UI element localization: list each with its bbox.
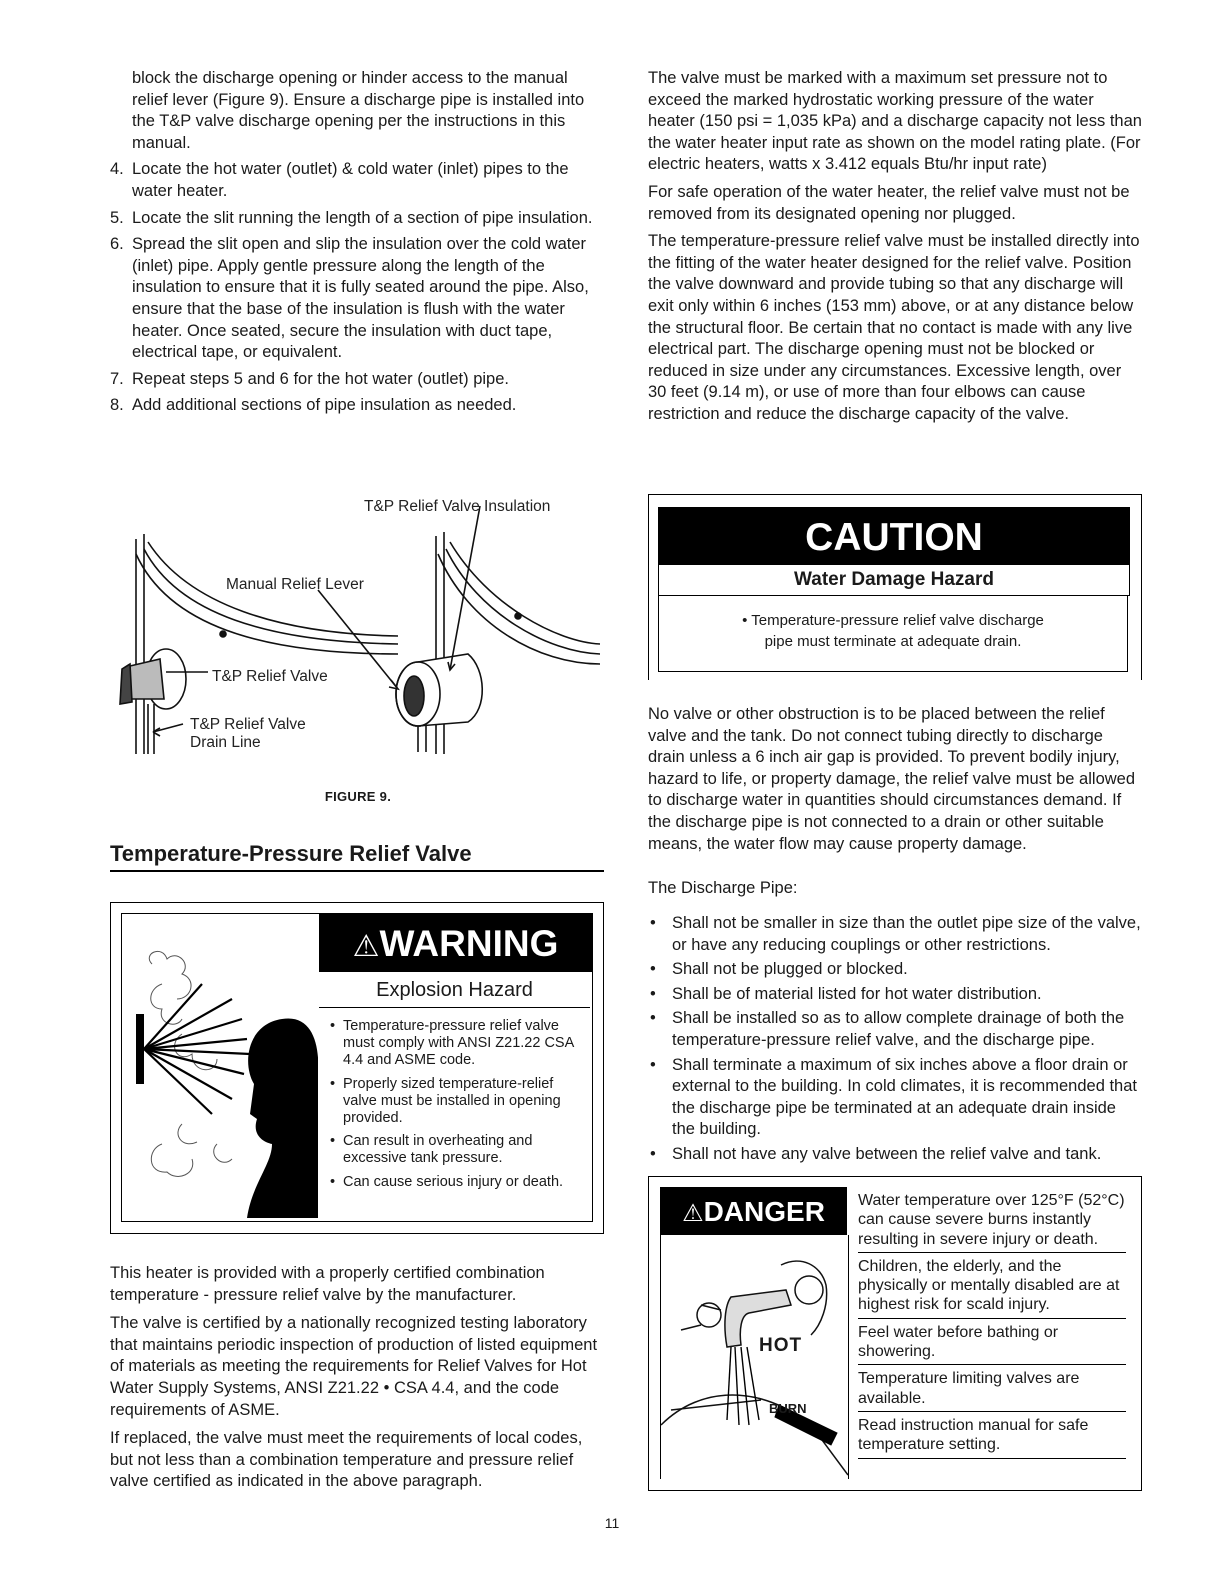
discharge-heading: The Discharge Pipe: [648, 879, 798, 897]
warning-bullet-text: Can cause serious injury or death. [343, 1173, 564, 1190]
step-number: 4. [110, 160, 124, 179]
list-item [110, 395, 604, 417]
list-item: • Temperature-pressure relief valve must comply with ANSI Z21.22 CSA 4.4 and ASME code. [330, 1018, 588, 1070]
danger-item: Read instruction manual for safe temperature setting. [858, 1416, 1126, 1459]
label-insulation: T&P Relief Valve Insulation [364, 498, 551, 515]
label-tp-relief-valve: T&P Relief Valve [212, 668, 328, 685]
caution-subtitle: Water Damage Hazard [658, 565, 1130, 596]
tp-valve-diagram-icon [108, 494, 604, 784]
danger-item: Temperature limiting valves are available. [858, 1369, 1126, 1412]
left-paragraphs [110, 1263, 604, 1493]
caution-line-2: pipe must terminate at adequate drain. [764, 633, 1022, 650]
step-number: 5. [110, 208, 124, 227]
bullet-text: Shall not be plugged or blocked. [672, 960, 908, 979]
after-caution-paragraph: No valve or other obstruction is to be placed between the relief valve and the tank. Do not connect tubing directly to discharge drain unless a 6 inch air gap is provided. To prevent bodily injury, hazard to life, or property damage, the relief valve must be allowed to discharge water in quantities should circumstances demand. If the discharge pipe is not connected to a drain or other suitable means, the water flow may cause property damage. [648, 705, 1136, 853]
step-text: Repeat steps 5 and 6 for the hot water (outlet) pipe. [132, 369, 509, 388]
warning-bullets [330, 1018, 588, 1197]
danger-banner [660, 1187, 847, 1235]
left-instructions [110, 68, 604, 417]
danger-box [648, 1176, 1142, 1491]
warning-banner-text: WARNING [379, 923, 559, 964]
bullet-text: Shall be installed so as to allow complete drainage of both the temperature-pressure relief valve, and the discharge pipe. [672, 1009, 1125, 1049]
list-item [110, 369, 604, 391]
figure-9-illustration [108, 494, 604, 819]
label-drain-line-2: Drain Line [190, 734, 261, 751]
bullet-text: Shall be of material listed for hot water distribution. [672, 984, 1042, 1003]
right-paragraphs [648, 68, 1142, 432]
step-text: Locate the hot water (outlet) & cold water (inlet) pipes to the water heater. [132, 160, 569, 200]
warning-inner [121, 913, 593, 1222]
hot-faucet-icon [661, 1235, 848, 1479]
danger-banner-text: DANGER [703, 1196, 825, 1227]
caution-box [648, 494, 1142, 680]
list-item [110, 208, 604, 230]
warning-bullet-text: Properly sized temperature-relief valve must be installed in opening provided. [343, 1075, 561, 1127]
step-text: Locate the slit running the length of a section of pipe insulation. [132, 208, 593, 227]
step-text: Add additional sections of pipe insulation as needed. [132, 396, 517, 415]
list-item: • Shall terminate a maximum of six inches above a floor drain or external to the building. In cold climates, it is recommended that the discharge pipe be terminated at an adequate drain inside the building. [648, 1055, 1142, 1141]
paragraph: The valve must be marked with a maximum set pressure not to exceed the marked hydrostatic working pressure of the water heater (150 psi = 1,035 kPa) and a discharge capacity not less than the water heater input rate as shown on the model rating plate. (For electric heaters, watts x 3.412 equals Btu/hr input rate) [648, 69, 1142, 174]
page-number: 11 [604, 1515, 620, 1531]
paragraph: If replaced, the valve must meet the requirements of local codes, but not less than a combination temperature and pressure relief valve certified as indicated in the above paragraph. [110, 1429, 583, 1491]
list-item: • Shall be of material listed for hot water distribution. [648, 984, 1142, 1006]
paragraph: For safe operation of the water heater, the relief valve must not be removed from its designated opening nor plugged. [648, 182, 1130, 223]
list-item: • Properly sized temperature-relief valve must be installed in opening provided. [330, 1076, 588, 1128]
step-text: Spread the slit open and slip the insulation over the cold water (inlet) pipe. Apply gentle pressure along the length of the insulation to ensure that it is fully seated around the pipe. Also, ensure that the base of the insulation is flush with the water heater. Once seated, secure the insulation with duct tape, electrical tape, or equivalent. [132, 235, 589, 362]
danger-item: Water temperature over 125°F (52°C) can cause severe burns instantly resulting in severe injury or death. [858, 1191, 1126, 1253]
paragraph: The valve is certified by a nationally recognized testing laboratory that maintains periodic inspection of production of listed equipment of materials as meeting the requirements for Relief Valves for Hot Water Supply Systems, ANSI Z21.22 • CSA 4.4, and the code requirements of ASME. [110, 1314, 598, 1419]
section-title: Temperature-Pressure Relief Valve [110, 841, 604, 872]
burn-label: BURN [769, 1401, 807, 1416]
list-item: • Shall not be smaller in size than the outlet pipe size of the valve, or have any reducing couplings or other restrictions. [648, 913, 1142, 956]
list-item: • Shall be installed so as to allow complete drainage of both the temperature-pressure relief valve, and the discharge pipe. [648, 1008, 1142, 1051]
list-item: • Can cause serious injury or death. [330, 1173, 564, 1190]
warning-banner [319, 914, 592, 972]
label-manual-relief-lever: Manual Relief Lever [226, 576, 364, 593]
list-item: • Shall not be plugged or blocked. [648, 959, 1142, 981]
step-3-continuation: block the discharge opening or hinder access to the manual relief lever (Figure 9). Ensure a discharge pipe is installed into the T&P valve discharge opening per the instructions in this manual. [132, 69, 585, 152]
danger-item: Feel water before bathing or showering. [858, 1323, 1126, 1366]
danger-item: Children, the elderly, and the physically or mentally disabled are at highest risk for scald injury. [858, 1257, 1126, 1319]
warning-triangle-icon: ⚠ [352, 930, 380, 963]
list-item: • Shall not have any valve between the relief valve and tank. [648, 1144, 1142, 1166]
caution-line-1: • Temperature-pressure relief valve discharge [742, 612, 1044, 629]
paragraph: This heater is provided with a properly certified combination temperature - pressure relief valve by the manufacturer. [110, 1264, 545, 1304]
step-number: 8. [110, 396, 124, 415]
warning-subtitle: Explosion Hazard [319, 972, 590, 1008]
hot-label: HOT [759, 1335, 803, 1356]
label-drain-line-1: T&P Relief Valve [190, 716, 306, 733]
bullet-text: Shall not have any valve between the relief valve and tank. [672, 1144, 1102, 1163]
paragraph: The temperature-pressure relief valve must be installed directly into the fitting of the water heater designed for the relief valve. Position the valve downward and provide tubing so that any discharge will exit only within 6 inches (153 mm) above, or at any distance below the structural floor. Be certain that no contact is made with any live electrical part. The discharge opening must not be blocked or reduced in size under any circumstances. Excessive length, over 30 feet (9.14 m), or use of more than four elbows can cause restriction and reduce the discharge capacity of the valve. [648, 232, 1140, 423]
warning-triangle-icon: ⚠ [682, 1200, 704, 1227]
bullet-text: Shall terminate a maximum of six inches above a floor drain or external to the building. In cold climates, it is recommended that the discharge pipe be terminated at an adequate drain inside the building. [672, 1055, 1137, 1139]
step-number: 7. [110, 369, 124, 388]
danger-text [858, 1191, 1126, 1463]
list-item [110, 159, 604, 202]
bullet-text: Shall not be smaller in size than the outlet pipe size of the valve, or have any reducing couplings or other restrictions. [672, 914, 1141, 954]
caution-banner: CAUTION [658, 507, 1130, 565]
warning-box [110, 902, 604, 1234]
warning-bullet-text: Temperature-pressure relief valve must comply with ANSI Z21.22 CSA 4.4 and ASME code. [343, 1018, 574, 1069]
explosion-person-icon [122, 914, 318, 1218]
figure-caption: FIGURE 9. [324, 789, 392, 804]
warning-bullet-text: Can result in overheating and excessive tank pressure. [343, 1133, 533, 1167]
discharge-bullets [648, 913, 1142, 1169]
list-item [110, 234, 604, 364]
step-number: 6. [110, 235, 124, 254]
list-item: • Can result in overheating and excessive tank pressure. [330, 1133, 588, 1167]
danger-illustration [660, 1235, 849, 1479]
caution-body [658, 596, 1128, 672]
